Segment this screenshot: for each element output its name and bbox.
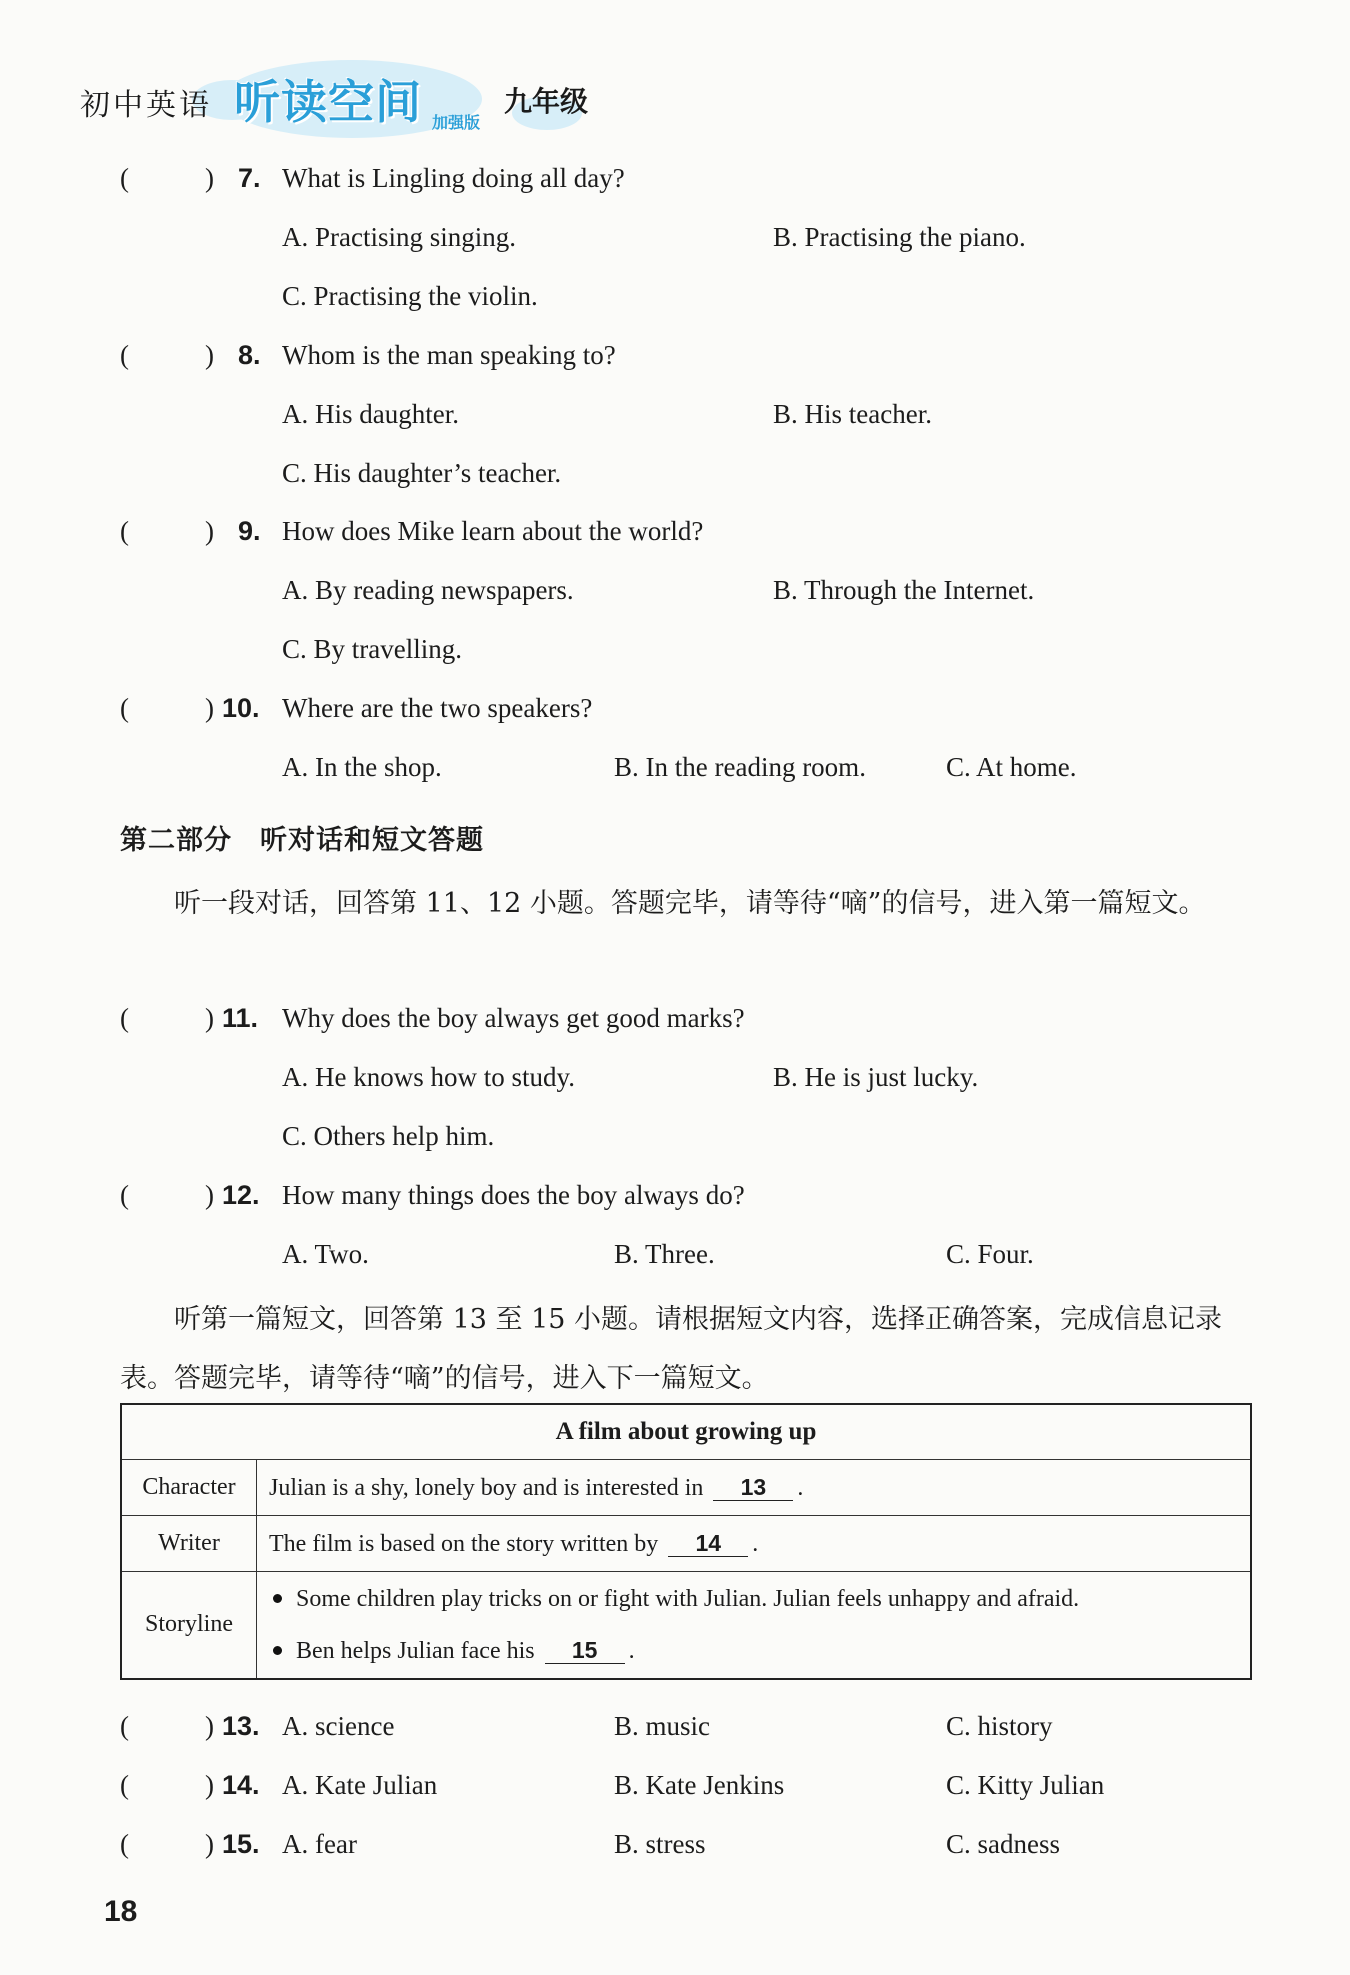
row-label: Character bbox=[121, 1460, 257, 1516]
row-label: Storyline bbox=[121, 1572, 257, 1679]
option-a: A. His daughter. bbox=[282, 399, 459, 429]
answer-paren-right: ) bbox=[205, 516, 214, 546]
grade-label: 九年级 bbox=[504, 85, 589, 118]
option-c: C. history bbox=[946, 1711, 1053, 1741]
answer-blank-15[interactable]: 15 bbox=[545, 1637, 625, 1664]
info-record-table bbox=[120, 1403, 1252, 1680]
option-b: B. stress bbox=[614, 1829, 706, 1859]
question-text: How many things does the boy always do? bbox=[282, 1180, 745, 1210]
option-a: A. Two. bbox=[282, 1239, 369, 1269]
section-title: 第二部分 听对话和短文答题 bbox=[120, 825, 484, 856]
page-number: 18 bbox=[104, 1895, 138, 1928]
bullet-text-end: . bbox=[628, 1637, 635, 1664]
question-number: 7. bbox=[238, 163, 261, 193]
answer-paren-left[interactable]: ( bbox=[120, 1180, 129, 1210]
answer-paren-left[interactable]: ( bbox=[120, 163, 129, 193]
question-number: 13. bbox=[222, 1711, 260, 1741]
answer-paren-right: ) bbox=[205, 340, 214, 370]
option-c: C. Four. bbox=[946, 1239, 1034, 1269]
table-row bbox=[121, 1516, 1251, 1572]
answer-paren-right: ) bbox=[205, 1770, 214, 1800]
option-c: C. Kitty Julian bbox=[946, 1770, 1105, 1800]
bullet-dot-icon bbox=[273, 1594, 282, 1603]
storyline-bullet bbox=[257, 1625, 1250, 1677]
bullet-dot-icon bbox=[273, 1646, 282, 1655]
question-number: 9. bbox=[238, 516, 261, 546]
row-text: The film is based on the story written by bbox=[269, 1530, 659, 1557]
option-a: A. By reading newspapers. bbox=[282, 575, 574, 605]
option-a: A. Practising singing. bbox=[282, 222, 516, 252]
edition-label: 加强版 bbox=[432, 113, 481, 132]
option-a: A. In the shop. bbox=[282, 752, 442, 782]
table-row bbox=[121, 1572, 1251, 1679]
answer-paren-right: ) bbox=[205, 1711, 214, 1741]
question-text: Why does the boy always get good marks? bbox=[282, 1003, 745, 1033]
answer-paren-left[interactable]: ( bbox=[120, 1711, 129, 1741]
answer-paren-right: ) bbox=[205, 1003, 214, 1033]
answer-paren-right: ) bbox=[205, 1829, 214, 1859]
row-text-end: . bbox=[797, 1474, 804, 1501]
answer-paren-left[interactable]: ( bbox=[120, 1829, 129, 1859]
option-b: B. Through the Internet. bbox=[773, 575, 1035, 605]
answer-blank-14[interactable]: 14 bbox=[668, 1530, 748, 1557]
answer-paren-left[interactable]: ( bbox=[120, 340, 129, 370]
row-content bbox=[257, 1460, 1252, 1516]
option-b: B. music bbox=[614, 1711, 711, 1741]
option-a: A. Kate Julian bbox=[282, 1770, 438, 1800]
question-number: 11. bbox=[222, 1003, 259, 1033]
option-c: C. sadness bbox=[946, 1829, 1060, 1859]
option-c: C. His daughter’s teacher. bbox=[282, 458, 562, 488]
question-number: 15. bbox=[222, 1829, 260, 1859]
option-c: C. By travelling. bbox=[282, 634, 462, 664]
row-label: Writer bbox=[121, 1516, 257, 1572]
question-text: Whom is the man speaking to? bbox=[282, 340, 616, 370]
option-c: C. Others help him. bbox=[282, 1121, 495, 1151]
instruction-paragraph: 听一段对话，回答第 11、12 小题。答题完毕，请等待“嘀”的信号，进入第一篇短文。 bbox=[174, 888, 1206, 919]
brand-logo: 听读空间 bbox=[234, 75, 422, 129]
book-header bbox=[72, 60, 632, 140]
bullet-text: Some children play tricks on or fight with Julian. Julian feels unhappy and afraid. bbox=[296, 1585, 1080, 1612]
answer-paren-left[interactable]: ( bbox=[120, 516, 129, 546]
answer-paren-left[interactable]: ( bbox=[120, 1770, 129, 1800]
question-number: 8. bbox=[238, 340, 261, 370]
row-content bbox=[257, 1516, 1252, 1572]
option-a: A. fear bbox=[282, 1829, 357, 1859]
option-b: B. Three. bbox=[614, 1239, 715, 1269]
option-b: B. Practising the piano. bbox=[773, 222, 1026, 252]
option-c: C. At home. bbox=[946, 752, 1077, 782]
bullet-text: Ben helps Julian face his bbox=[296, 1637, 535, 1664]
answer-paren-left[interactable]: ( bbox=[120, 1003, 129, 1033]
answer-paren-right: ) bbox=[205, 1180, 214, 1210]
instruction-paragraph: 听第一篇短文，回答第 13 至 15 小题。请根据短文内容，选择正确答案，完成信息记录表。答题完毕，请等待“嘀”的信号，进入下一篇短文。 bbox=[120, 1304, 1223, 1394]
row-text-end: . bbox=[752, 1530, 759, 1557]
question-text: What is Lingling doing all day? bbox=[282, 163, 625, 193]
option-b: B. He is just lucky. bbox=[773, 1062, 979, 1092]
question-number: 12. bbox=[222, 1180, 260, 1210]
row-text: Julian is a shy, lonely boy and is interested in bbox=[269, 1474, 704, 1501]
option-b: B. In the reading room. bbox=[614, 752, 866, 782]
option-a: A. He knows how to study. bbox=[282, 1062, 575, 1092]
question-number: 14. bbox=[222, 1770, 260, 1800]
answer-paren-right: ) bbox=[205, 163, 214, 193]
option-b: B. His teacher. bbox=[773, 399, 932, 429]
answer-paren-right: ) bbox=[205, 693, 214, 723]
answer-blank-13[interactable]: 13 bbox=[713, 1474, 793, 1501]
question-number: 10. bbox=[222, 693, 260, 723]
option-b: B. Kate Jenkins bbox=[614, 1770, 785, 1800]
row-content bbox=[257, 1572, 1252, 1679]
question-text: How does Mike learn about the world? bbox=[282, 516, 704, 546]
storyline-bullet bbox=[257, 1573, 1250, 1625]
option-a: A. science bbox=[282, 1711, 395, 1741]
option-c: C. Practising the violin. bbox=[282, 281, 538, 311]
table-title: A film about growing up bbox=[121, 1404, 1251, 1460]
answer-paren-left[interactable]: ( bbox=[120, 693, 129, 723]
question-text: Where are the two speakers? bbox=[282, 693, 593, 723]
subject-label: 初中英语 bbox=[80, 88, 212, 123]
table-row bbox=[121, 1460, 1251, 1516]
